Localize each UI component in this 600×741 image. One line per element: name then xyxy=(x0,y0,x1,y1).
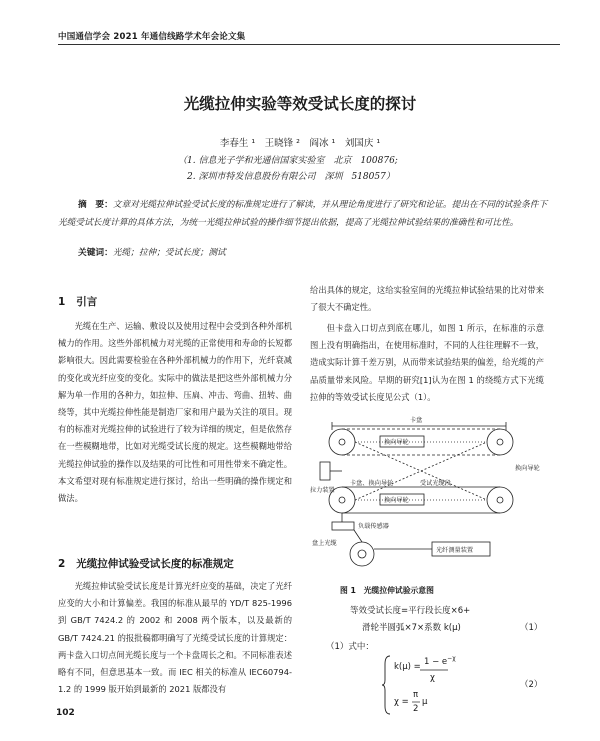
label-guide-right: 换向导轮 xyxy=(515,465,540,472)
keywords xyxy=(78,246,226,258)
label-upper-cable: 盘上光缆 xyxy=(312,540,337,547)
header-rule xyxy=(58,44,560,45)
equation-1-number: （1） xyxy=(520,623,543,633)
label-test-length: 受试光缆段 xyxy=(420,480,451,487)
figure-1-caption: 图 1 光缆拉伸试验示意图 xyxy=(340,586,434,595)
right-col-text-2 xyxy=(310,320,544,406)
section-1-title: 引言 xyxy=(76,296,98,308)
eq2-denominator: χ xyxy=(430,673,435,683)
puller-block xyxy=(320,462,330,480)
right-lower-wheel xyxy=(487,487,513,513)
section-2-number: 2 xyxy=(58,558,66,570)
section-2-paragraph: 光缆拉伸试验受试长度是计算光纤应变的基础，决定了光纤应变的大小和计算偏差。我国的标准从最早的 YD/T 825-1996 到 GB/T 7424.2 的 2002 和 2008 两个版本，以及最新的 GB/T 7424.21 的报批稿都明确写了光缆受试长度的计算规定：两卡盘入口切点间光缆长度与一个卡盘周长之和。不同标准表述略有不同，但意思基本一致。而 IEC 相关的标准从 IEC60794-1.2 的 1999 版开始到最新的 2021 版都没有 xyxy=(58,581,292,695)
label-puller: 拉力装置 xyxy=(310,487,335,494)
abstract xyxy=(58,196,554,232)
eq2-numerator xyxy=(424,655,456,667)
section-1-paragraph: 光缆在生产、运输、敷设以及使用过程中会受到各种外部机械力的作用。这些外部机械力对光缆的正常使用和寿命的长短都影响很大。因此需要检验在各种外部机械力的作用下，光纤衰减的变化或光纤应变的变化。实际中的做法是把这些外部机械力分解为单一作用的各种力，如拉伸、压扁、冲击、弯曲、扭转、曲绕等，其中光缆拉伸性能是制造厂家和用户最为关注的项目。现有的标准对光缆拉伸的试验进行了较为详细的规定，但是依然存在一些模糊地带，比如对光缆受试长度的规定。这些模糊地带给光缆拉伸试验的操作以及结果的可比性和可用性带来不确定性。本文希望对现有标准规定进行探讨，给出一些明确的操作规定和做法。 xyxy=(58,321,292,504)
eq2-pi: π xyxy=(413,690,419,700)
label-guide-bottom: 换向导轮 xyxy=(384,497,409,504)
where-text: （1）式中： xyxy=(326,642,374,652)
left-chuck xyxy=(329,429,355,455)
label-fiber-meas: 光纤测量装置 xyxy=(436,547,474,554)
abstract-label: 摘 要： xyxy=(78,200,113,210)
section-2-title: 光缆拉伸试验受试长度的标准规定 xyxy=(76,558,234,570)
cable-reel xyxy=(350,542,374,566)
eq2-exponent: −χ xyxy=(447,655,456,662)
equation-1-line-2: 滑轮半圆弧×7×系数 k(μ) xyxy=(362,623,461,633)
right-upper-wheel xyxy=(487,429,513,455)
figure-1-diagram xyxy=(310,400,550,578)
equation-1-line-1: 等效受试长度=平行段长度×6+ xyxy=(350,606,471,616)
abstract-text: 文章对光缆拉伸试验受试长度的标准规定进行了解读，并从理论角度进行了研究和论证。提出在不同的试验条件下光缆受试长度计算的具体方法，为统一光缆拉伸试验的操作细节提出依据，提高了光缆拉伸试验结果的准确性和可比性。 xyxy=(58,200,548,228)
section-2-body xyxy=(58,578,292,698)
right-paragraph-1: 给出具体的规定，这给实验室间的光缆拉伸试验结果的比对带来了很大不确定性。 xyxy=(310,285,544,313)
equation-2-number: （2） xyxy=(520,680,543,690)
label-chuck: 卡盘 xyxy=(410,417,423,424)
section-1-number: 1 xyxy=(58,296,66,308)
label-load-sensor: 负载传感器 xyxy=(358,523,389,530)
affiliation-2: 2. 深圳市特发信息股份有限公司 深圳 518057） xyxy=(178,172,395,182)
authors: 李春生 ¹ 王晓锋 ² 阎冰 ¹ 刘国庆 ¹ xyxy=(219,138,381,149)
paper-title: 光缆拉伸实验等效受试长度的探讨 xyxy=(183,95,417,113)
right-paragraph-2: 但卡盘入口切点到底在哪儿，如图 1 所示，在标准的示意图上没有明确指出，在使用标准时，不同的人往往理解不一致，造成实际计算千差万别，从而带来试验结果的偏差，给光缆的产品质量带来风险。早期的研究[1]认为在图 1 的绕缆方式下光缆拉伸的等效受试长度见公式（1）。 xyxy=(310,323,544,402)
eq2-mu: μ xyxy=(422,697,428,707)
label-guide-1: 换向导轮 xyxy=(384,439,409,446)
section-2-heading xyxy=(58,556,234,571)
section-1-heading xyxy=(58,294,97,309)
running-header: 中国通信学会 2021 年通信线路学术年会论文集 xyxy=(58,32,246,42)
right-col-text-1 xyxy=(310,282,544,316)
section-1-body xyxy=(58,318,292,507)
label-chuck-guide: 卡盘、换向导轮 xyxy=(350,480,394,487)
load-sensor-box xyxy=(332,522,354,530)
keywords-text: 光缆；拉伸；受试长度；测试 xyxy=(112,248,226,258)
eq2-two: 2 xyxy=(413,704,419,714)
eq2-x: χ = xyxy=(394,697,409,707)
keywords-label: 关键词： xyxy=(78,248,113,258)
eq2-k: k(μ) = xyxy=(394,662,421,672)
eq2-numerator-expr: 1 − e xyxy=(424,656,448,667)
page-number: 102 xyxy=(56,708,75,718)
affiliation-1: （1. 信息光子学和光通信国家实验室 北京 100876; xyxy=(178,156,398,166)
